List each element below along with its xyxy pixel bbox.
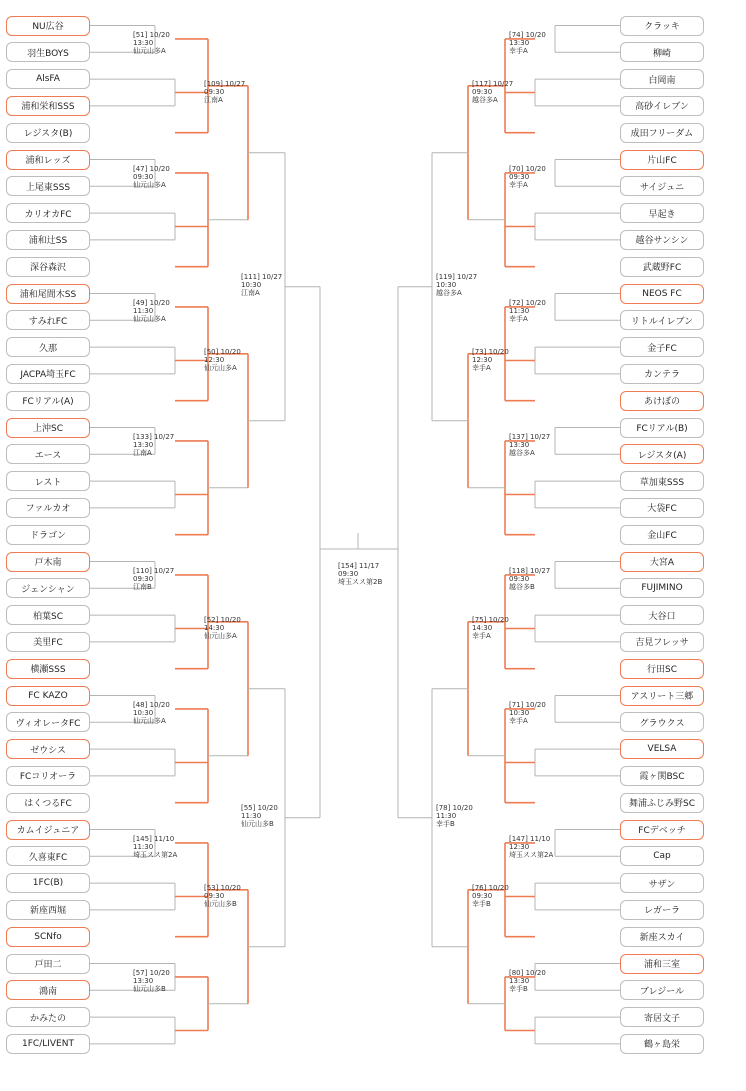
team-box-left: はくつるFC	[6, 793, 90, 813]
team-box-right: 行田SC	[620, 659, 704, 679]
match-info-L: [49] 10/20 11:30 仙元山多A	[133, 298, 170, 323]
team-box-left: 戸木南	[6, 552, 90, 572]
team-box-right: 武蔵野FC	[620, 257, 704, 277]
team-box-left: エース	[6, 444, 90, 464]
team-box-left: 1FC(B)	[6, 873, 90, 893]
team-box-left: 羽生BOYS	[6, 42, 90, 62]
team-box-left: 浦和レッズ	[6, 150, 90, 170]
match-info-L: [110] 10/27 09:30 江南B	[133, 566, 175, 591]
team-box-left: 久那	[6, 337, 90, 357]
team-box-right: 大袋FC	[620, 498, 704, 518]
team-box-right: 早起き	[620, 203, 704, 223]
match-info-R: [117] 10/27 09:30 越谷多A	[472, 79, 514, 104]
team-box-left: FC KAZO	[6, 686, 90, 706]
match-info-R: [70] 10/20 09:30 幸手A	[509, 164, 546, 189]
match-info-L: [53] 10/20 09:30 仙元山多B	[204, 883, 241, 908]
match-info-R: [76] 10/20 09:30 幸手B	[472, 883, 509, 908]
team-box-right: 金子FC	[620, 337, 704, 357]
team-box-right: 大宮A	[620, 552, 704, 572]
team-box-right: 金山FC	[620, 525, 704, 545]
match-info-L: [48] 10/20 10:30 仙元山多A	[133, 700, 170, 725]
team-box-left: 上尾東SSS	[6, 176, 90, 196]
team-box-left: 深谷森沢	[6, 257, 90, 277]
match-info-R: [147] 11/10 12:30 埼玉スス第2A	[509, 834, 554, 859]
team-box-right: 霞ヶ関BSC	[620, 766, 704, 786]
match-info-R: [119] 10/27 10:30 越谷多A	[436, 272, 478, 297]
match-info-R: [71] 10/20 10:30 幸手A	[509, 700, 546, 725]
match-info-L: [55] 10/20 11:30 仙元山多B	[241, 803, 278, 828]
team-box-right: 舞浦ふじみ野SC	[620, 793, 704, 813]
team-box-left: JACPA埼玉FC	[6, 364, 90, 384]
team-box-left: 美里FC	[6, 632, 90, 652]
team-box-right: サイジュニ	[620, 176, 704, 196]
match-info-R: [78] 10/20 11:30 幸手B	[436, 803, 473, 828]
team-box-right: レジスタ(A)	[620, 444, 704, 464]
team-box-left: FCリアル(A)	[6, 391, 90, 411]
team-box-left: SCNfo	[6, 927, 90, 947]
team-box-left: NU広谷	[6, 16, 90, 36]
team-box-left: 戸田二	[6, 954, 90, 974]
team-box-left: ヴィオレータFC	[6, 712, 90, 732]
team-box-left: 久喜東FC	[6, 846, 90, 866]
team-box-right: FUJIMINO	[620, 578, 704, 598]
team-box-right: レガーラ	[620, 900, 704, 920]
match-info-L: [57] 10/20 13:30 仙元山多B	[133, 968, 170, 993]
match-info-L: [50] 10/20 12:30 仙元山多A	[204, 347, 241, 372]
team-box-left: 浦和栄和SSS	[6, 96, 90, 116]
team-box-right: グラウクス	[620, 712, 704, 732]
match-info-R: [74] 10/20 13:30 幸手A	[509, 30, 546, 55]
team-box-left: カムイジュニア	[6, 820, 90, 840]
match-info-L: [47] 10/20 09:30 仙元山多A	[133, 164, 170, 189]
team-box-right: 柳崎	[620, 42, 704, 62]
team-box-right: サザン	[620, 873, 704, 893]
team-box-right: 成田フリーダム	[620, 123, 704, 143]
team-box-right: VELSA	[620, 739, 704, 759]
match-info-R: [75] 10/20 14:30 幸手A	[472, 615, 509, 640]
match-info-R: [80] 10/20 13:30 幸手B	[509, 968, 546, 993]
team-box-right: 吉見フレッサ	[620, 632, 704, 652]
team-box-left: 横瀬SSS	[6, 659, 90, 679]
match-info-L: [109] 10/27 09:30 江南A	[204, 79, 246, 104]
team-box-right: 浦和三室	[620, 954, 704, 974]
match-info-R: [72] 10/20 11:30 幸手A	[509, 298, 546, 323]
team-box-right: Cap	[620, 846, 704, 866]
team-box-left: 1FC/LIVENT	[6, 1034, 90, 1054]
team-box-left: かみたの	[6, 1007, 90, 1027]
team-box-left: カリオカFC	[6, 203, 90, 223]
match-info-R: [118] 10/27 09:30 越谷多B	[509, 566, 551, 591]
team-box-right: 草加東SSS	[620, 471, 704, 491]
team-box-right: ブレジール	[620, 980, 704, 1000]
match-info-L: [51] 10/20 13:30 仙元山多A	[133, 30, 170, 55]
team-box-right: クラッキ	[620, 16, 704, 36]
match-info-L: [111] 10/27 10:30 江南A	[241, 272, 283, 297]
match-info-L: [133] 10/27 13:30 江南A	[133, 432, 175, 457]
team-box-right: NEOS FC	[620, 284, 704, 304]
team-box-left: AlsFA	[6, 69, 90, 89]
team-box-left: ファルカオ	[6, 498, 90, 518]
final-match-info: [154] 11/17 09:30 埼玉スス第2B	[338, 562, 383, 586]
team-box-left: ゼウシス	[6, 739, 90, 759]
team-box-right: あけぼの	[620, 391, 704, 411]
team-box-left: FCコリオーラ	[6, 766, 90, 786]
team-box-right: アスリート三郷	[620, 686, 704, 706]
team-box-right: 片山FC	[620, 150, 704, 170]
team-box-left: 柏葉SC	[6, 605, 90, 625]
team-box-left: 鴻南	[6, 980, 90, 1000]
team-box-left: ジェンシャン	[6, 578, 90, 598]
team-box-left: ドラゴン	[6, 525, 90, 545]
team-box-left: 浦和尾間木SS	[6, 284, 90, 304]
team-box-left: レジスタ(B)	[6, 123, 90, 143]
team-box-left: すみれFC	[6, 310, 90, 330]
team-box-right: 寄居文子	[620, 1007, 704, 1027]
team-box-right: FCリアル(B)	[620, 418, 704, 438]
team-box-right: 白岡南	[620, 69, 704, 89]
match-info-L: [52] 10/20 14:30 仙元山多A	[204, 615, 241, 640]
team-box-left: レスト	[6, 471, 90, 491]
team-box-right: 高砂イレブン	[620, 96, 704, 116]
team-box-right: リトルイレブン	[620, 310, 704, 330]
team-box-left: 上沖SC	[6, 418, 90, 438]
match-info-R: [73] 10/20 12:30 幸手A	[472, 347, 509, 372]
team-box-right: 越谷サンシン	[620, 230, 704, 250]
team-box-right: カンテラ	[620, 364, 704, 384]
team-box-right: 大谷口	[620, 605, 704, 625]
match-info-R: [137] 10/27 13:30 越谷多A	[509, 432, 551, 457]
team-box-right: 新座スカイ	[620, 927, 704, 947]
team-box-left: 浦和辻SS	[6, 230, 90, 250]
match-info-L: [145] 11/10 11:30 埼玉スス第2A	[133, 834, 178, 859]
team-box-right: 鶴ヶ島栄	[620, 1034, 704, 1054]
team-box-right: FCデベッチ	[620, 820, 704, 840]
team-box-left: 新座西堀	[6, 900, 90, 920]
